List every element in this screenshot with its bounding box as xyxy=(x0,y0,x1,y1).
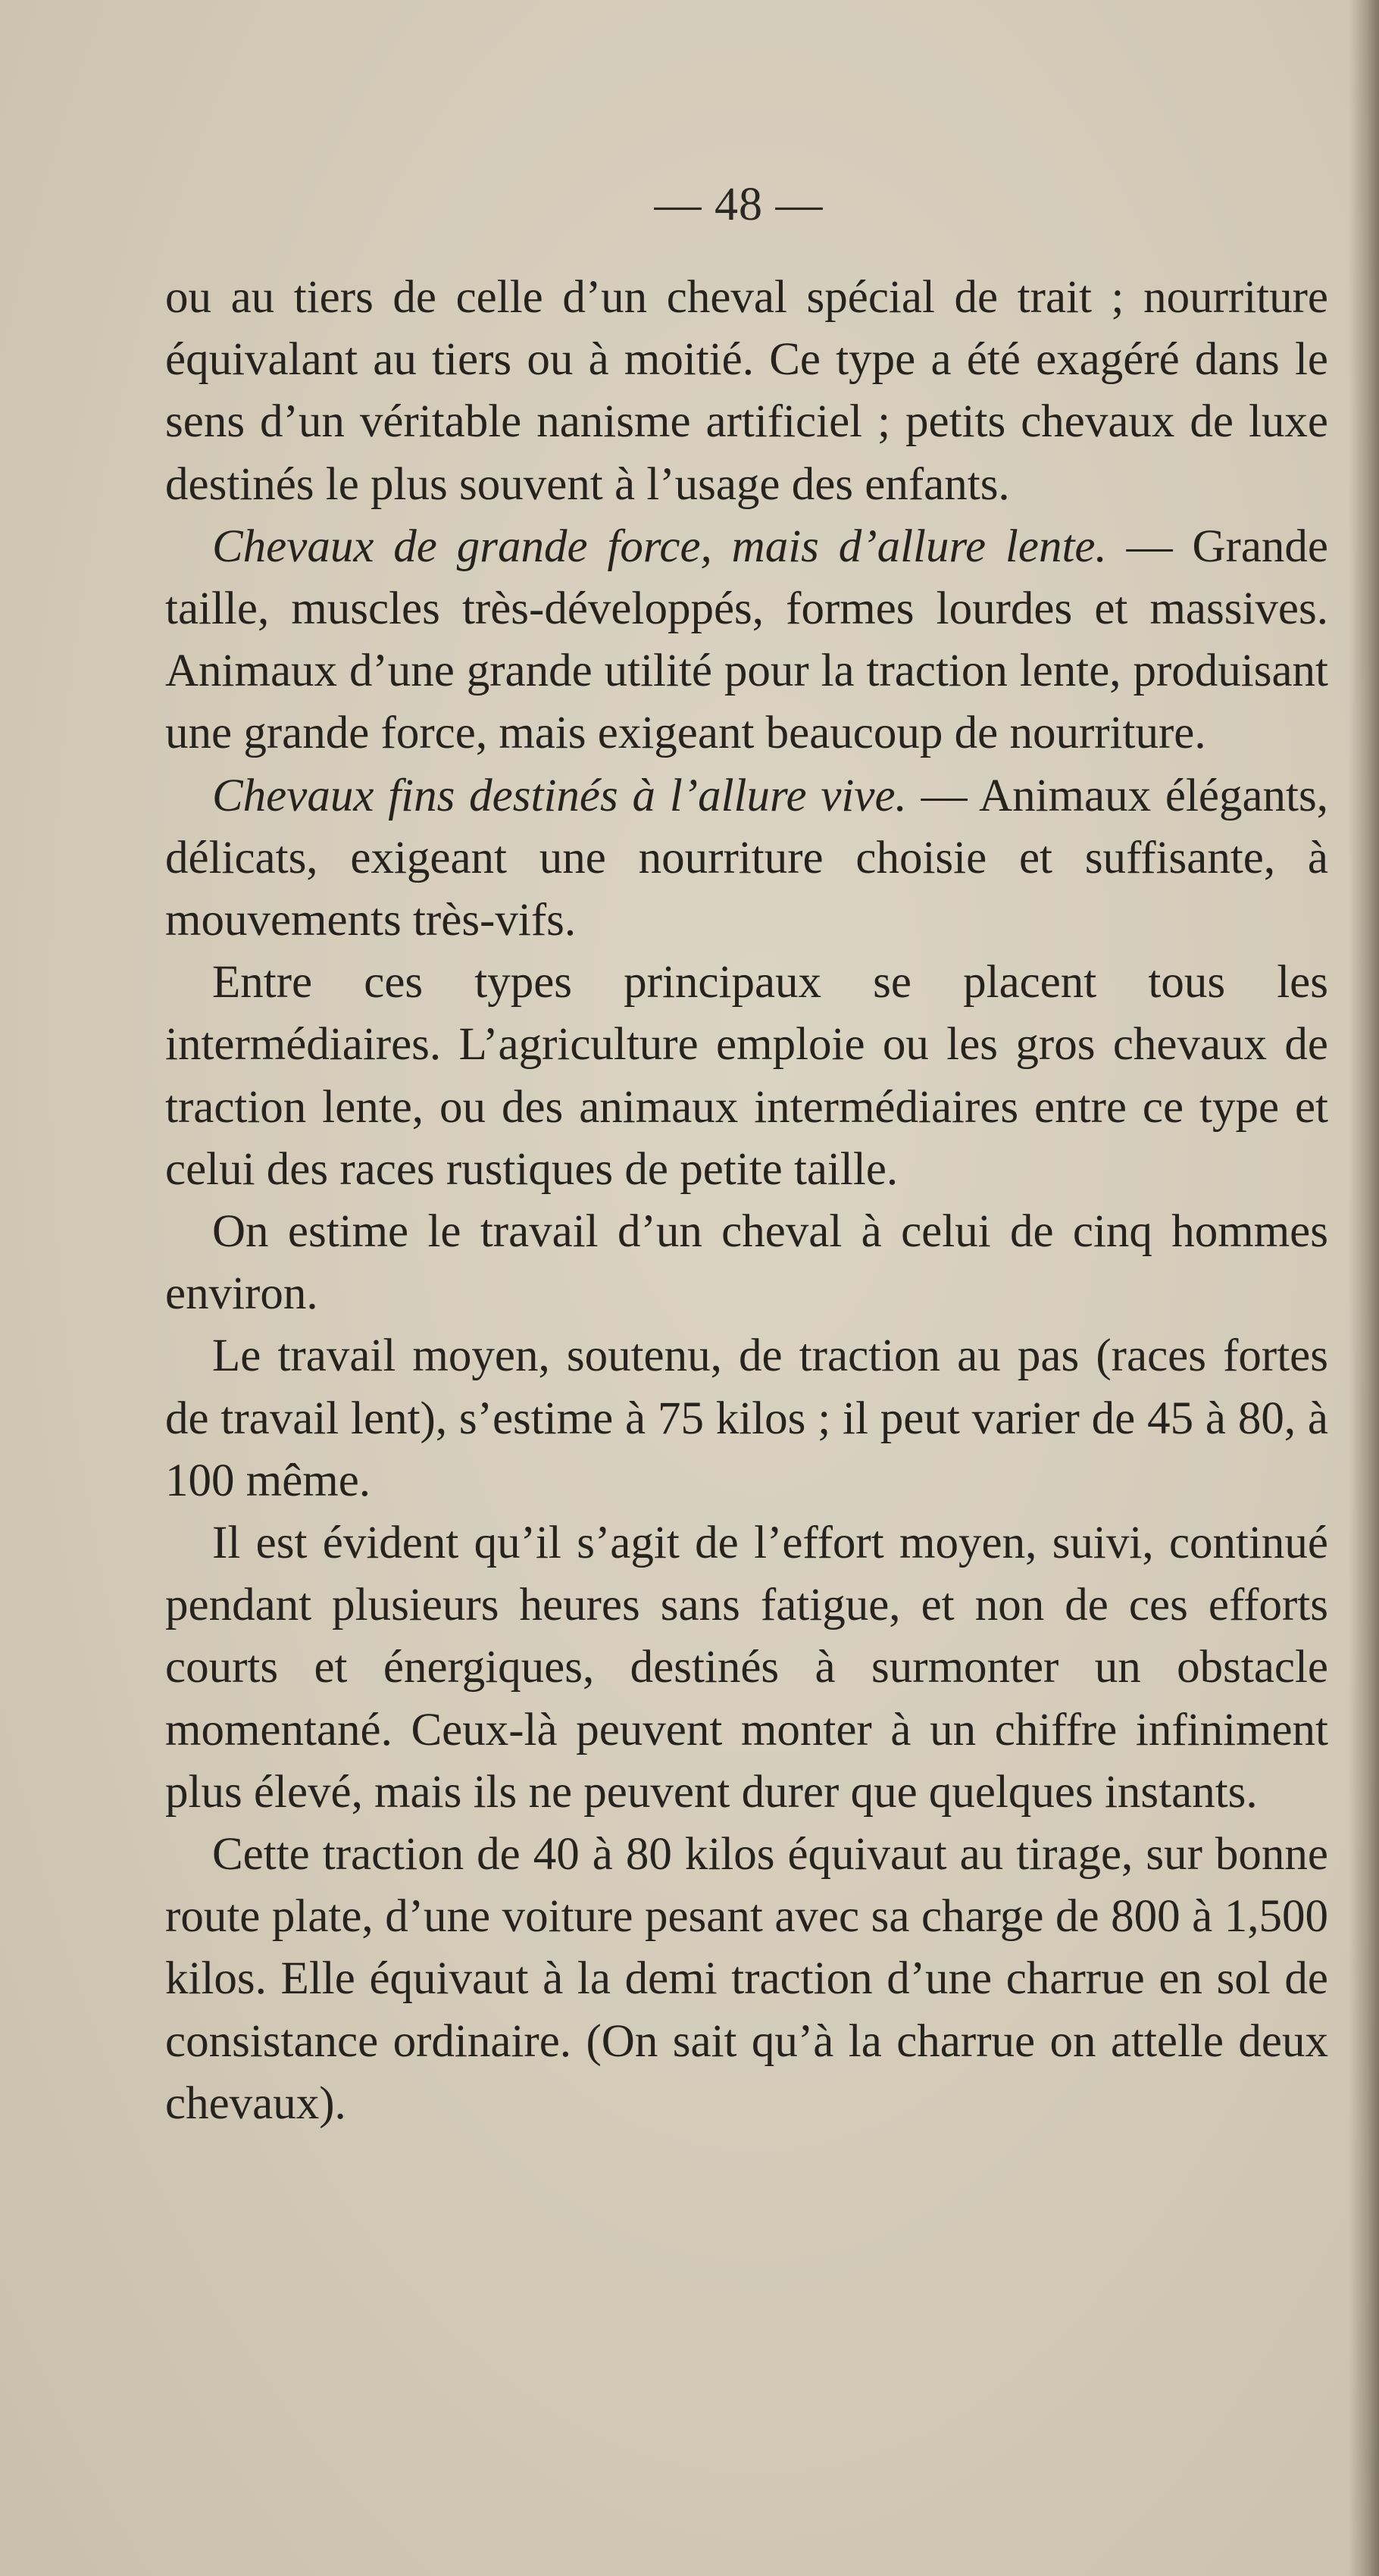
body-text xyxy=(165,267,1328,2135)
paragraph-text: On estime le travail d’un cheval à celui de cinq hommes environ. xyxy=(165,1206,1328,1320)
paragraph xyxy=(165,1512,1328,1824)
paragraph xyxy=(165,1325,1328,1512)
paragraph xyxy=(165,516,1328,765)
paragraph-text: Cette traction de 40 à 80 kilos équivaut au tirage, sur bonne route plate, d’une voiture pesant avec sa charge de 800 à 1,500 kilos. Elle équivaut à la demi traction d’une charrue en sol de consistance ordinaire. (On sait qu’à la charrue on attelle deux chevaux). xyxy=(165,1829,1328,2129)
paragraph xyxy=(165,952,1328,1201)
paragraph xyxy=(165,1824,1328,2135)
paragraph-lead: Chevaux fins destinés à l’allure vive. xyxy=(212,770,907,821)
paragraph-text: — Grande taille, muscles très-développés, formes lourdes et massives. Animaux d’une grande utilité pour la traction lente, produisant une grande force, mais exigeant beaucoup de nourriture. xyxy=(165,521,1328,759)
paragraph-text: — Animaux élégants, délicats, exigeant une nourriture choisie et suffisante, à mouvements très-vifs. xyxy=(165,770,1328,946)
paragraph-text: Il est évident qu’il s’agit de l’effort moyen, suivi, continué pendant plusieurs heures sans fatigue, et non de ces efforts courts et énergiques, destinés à surmonter un obstacle momentané. Ceux-là peuvent monter à un chiffre infiniment plus élevé, mais ils ne peuvent durer que quelques instants. xyxy=(165,1518,1328,1818)
paragraph-text: Entre ces types principaux se placent tous les intermédiaires. L’agriculture emploie ou les gros chevaux de traction lente, ou des animaux intermédiaires entre ce type et celui des races rustiques de petite taille. xyxy=(165,957,1328,1195)
paragraph-text: Le travail moyen, soutenu, de traction au pas (races fortes de travail lent), s’estime à 75 kilos ; il peut varier de 45 à 80, à 100 même. xyxy=(165,1330,1328,1506)
paragraph-lead: Chevaux de grande force, mais d’allure lente. xyxy=(212,521,1107,572)
paragraph-text: ou au tiers de celle d’un cheval spécial de trait ; nourriture équivalant au tiers ou à moitié. Ce type a été exagéré dans le sens d’un véritable nanisme artificiel ; petits chevaux de luxe destinés le plus souvent à l’usage des enfants. xyxy=(165,272,1328,510)
page-number: — 48 — xyxy=(654,179,824,230)
paragraph xyxy=(165,1201,1328,1325)
paragraph xyxy=(165,765,1328,952)
page-edge-shadow xyxy=(1349,0,1379,2576)
paragraph xyxy=(165,267,1328,516)
